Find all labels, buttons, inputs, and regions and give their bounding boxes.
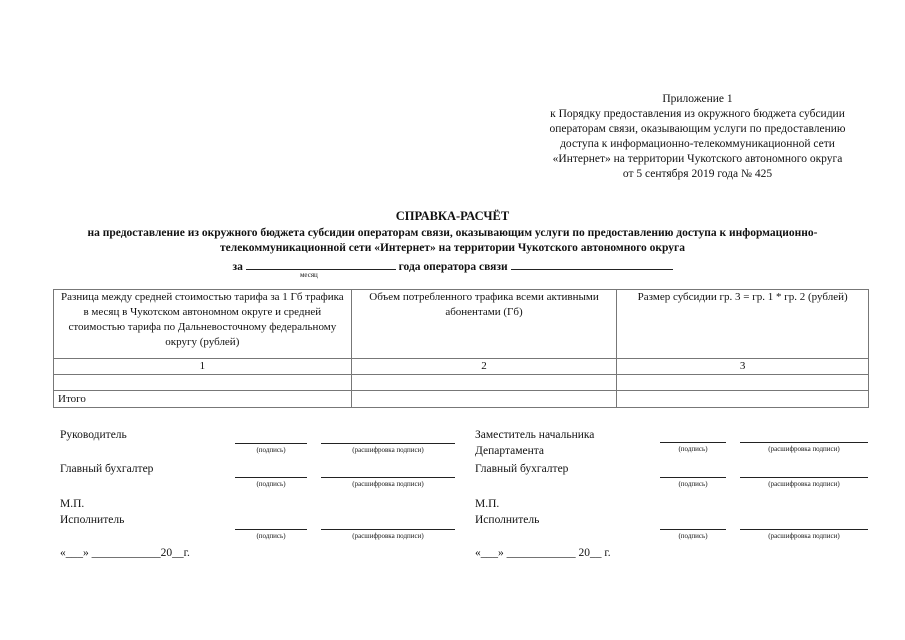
signature-line[interactable] [660, 477, 726, 478]
table-row [54, 375, 869, 391]
appendix-line: «Интернет» на территории Чукотского автономного округа [552, 153, 843, 165]
signature-line[interactable] [235, 529, 307, 530]
date-field[interactable]: «___» ____________20__г. [60, 547, 190, 559]
month-field[interactable] [246, 257, 396, 270]
za-label: за [232, 261, 243, 273]
signature-caption: (подпись) [678, 532, 708, 540]
total-label: Итого [54, 391, 352, 408]
table-header-row [54, 290, 869, 359]
decode-caption: (расшифровка подписи) [768, 480, 840, 488]
decode-caption: (расшифровка подписи) [352, 532, 424, 540]
signature-line[interactable] [660, 442, 726, 443]
executor-label: Исполнитель [475, 514, 540, 526]
table-cell[interactable] [617, 391, 869, 408]
head-label: Руководитель [60, 429, 127, 441]
department-label: Департамента [475, 445, 545, 457]
decode-line[interactable] [740, 442, 868, 443]
decode-line[interactable] [321, 529, 455, 530]
signature-caption: (подпись) [256, 446, 286, 454]
year-operator-label: года оператора связи [398, 261, 508, 273]
executor-label: Исполнитель [60, 514, 125, 526]
decode-line[interactable] [321, 477, 455, 478]
period-operator-line [0, 257, 905, 273]
appendix-line: от 5 сентября 2019 года № 425 [622, 168, 773, 180]
decode-line[interactable] [740, 529, 868, 530]
table-header-cell: Размер субсидии гр. 3 = гр. 1 * гр. 2 (рублей) [617, 290, 869, 359]
table-header-cell: Разница между средней стоимостью тарифа за 1 Гб трафика в месяц в Чукотском автономном округе и средней стоимостью тарифа по Дальневосточному федеральному округу (рублей) [54, 290, 352, 359]
signature-caption: (подпись) [678, 480, 708, 488]
appendix-line: Приложение 1 [662, 93, 733, 105]
decode-caption: (расшифровка подписи) [768, 532, 840, 540]
decode-line[interactable] [321, 443, 455, 444]
stamp-label: М.П. [60, 498, 85, 510]
date-field[interactable]: «___» ____________ 20__ г. [475, 547, 611, 559]
signature-line[interactable] [235, 443, 307, 444]
table-cell[interactable] [617, 375, 869, 391]
document-subtitle-line: телекоммуникационной сети «Интернет» на территории Чукотского автономного округа [220, 242, 685, 254]
table-header-cell: Объем потребленного трафика всеми активными абонентами (Гб) [351, 290, 617, 359]
table-cell[interactable] [351, 391, 617, 408]
column-number: 2 [351, 359, 617, 375]
signature-line[interactable] [660, 529, 726, 530]
appendix-line: операторам связи, оказывающим услуги по предоставлению [549, 123, 846, 135]
column-number-row [54, 359, 869, 375]
signature-caption: (подпись) [256, 480, 286, 488]
table-cell[interactable] [54, 375, 352, 391]
column-number: 1 [54, 359, 352, 375]
month-caption: месяц [300, 271, 318, 279]
decode-caption: (расшифровка подписи) [352, 480, 424, 488]
stamp-label: М.П. [475, 498, 500, 510]
signature-caption: (подпись) [256, 532, 286, 540]
total-row [54, 391, 869, 408]
document-title: СПРАВКА-РАСЧЁТ [395, 209, 510, 223]
decode-caption: (расшифровка подписи) [352, 446, 424, 454]
operator-field[interactable] [511, 257, 673, 270]
signature-line[interactable] [235, 477, 307, 478]
decode-line[interactable] [740, 477, 868, 478]
table-cell[interactable] [351, 375, 617, 391]
appendix-line: доступа к информационно-телекоммуникационной сети [560, 138, 835, 150]
accountant-label: Главный бухгалтер [60, 463, 154, 475]
calculation-table [53, 289, 869, 408]
deputy-label: Заместитель начальника [475, 429, 595, 441]
signature-caption: (подпись) [678, 445, 708, 453]
accountant-label: Главный бухгалтер [475, 463, 569, 475]
decode-caption: (расшифровка подписи) [768, 445, 840, 453]
column-number: 3 [617, 359, 869, 375]
document-subtitle-line: на предоставление из окружного бюджета субсидии операторам связи, оказывающим услуги по предоставлению доступа к информационно- [87, 227, 818, 239]
appendix-block [505, 92, 890, 182]
appendix-line: к Порядку предоставления из окружного бюджета субсидии [550, 108, 845, 120]
